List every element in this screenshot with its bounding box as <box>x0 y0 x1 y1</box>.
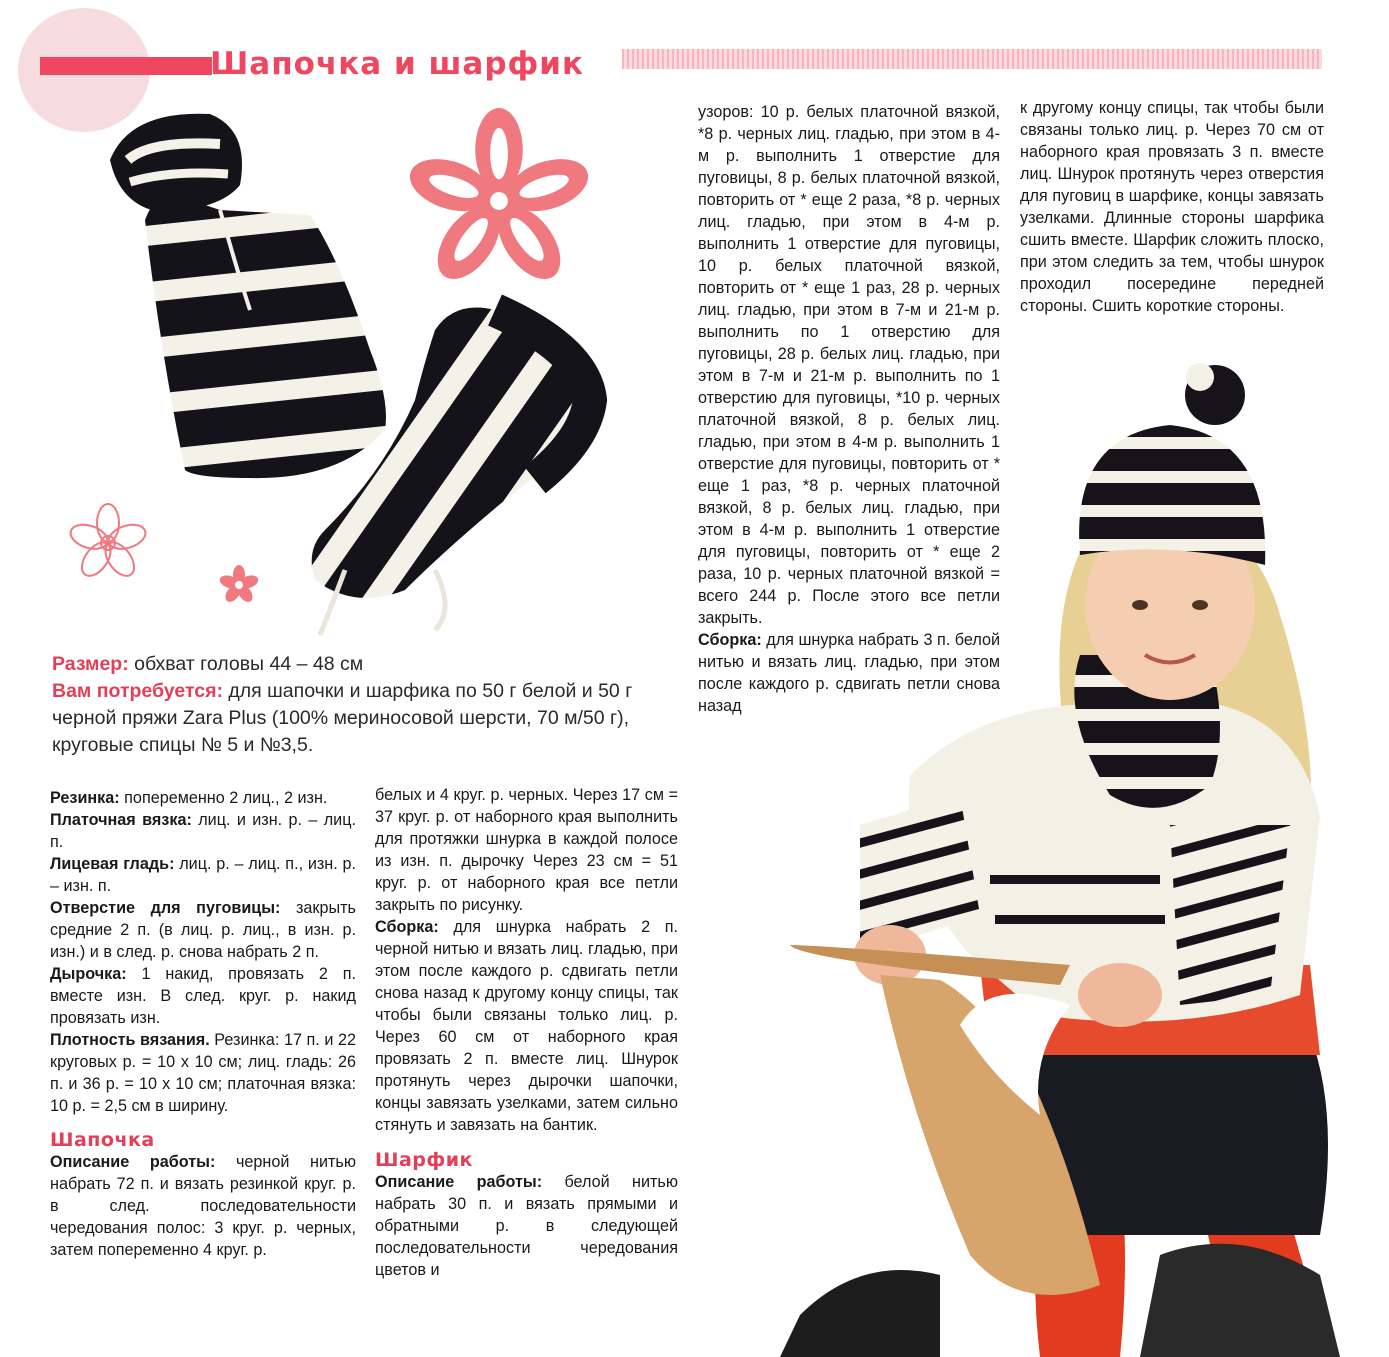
term-rib: Резинка: <box>50 789 120 807</box>
text-stockinette: лиц. р. – лиц. п., изн. р. – изн. п. <box>50 855 356 895</box>
column-2 <box>375 784 678 1281</box>
flower-small-icon <box>217 563 261 607</box>
page-title: Шапочка и шарфик <box>210 46 585 82</box>
text-scarf-pattern: узоров: 10 р. белых платочной вязкой, *8 р. черных лиц. гладью, при этом в 4-м р. выполнить 1 отверстие для пуговицы, 8 р. белых платочной вязкой, повторить от * еще 2 раза, *8 р. черных лиц. гладью, при этом в 4-м р. выполнить 1 отверстие для пуговицы, 10 р. белых платочной вязкой, повторить от * еще 1 раз, 28 р. черных лиц. гладью, при этом в 7-м и 21-м р. выполнить по 1 отверстию для пуговицы, 28 р. белых лиц. гладью, при этом в 7-м и 21-м р. выполнить по 1 отверстию для пуговицы, *10 р. черных платочной вязкой, 8 р. белых лиц. гладью, при этом в 4-м р. выполнить 1 отверстие для пуговицы, повторить от * еще 1 раз, *8 р. черных платочной вязкой, 8 р. белых лиц. гладью, при этом в 4-м р. выполнить 1 отверстие для пуговицы, повторить от * еще 2 раза, 10 р. черных платочной вязкой = всего 244 р. После этого все петли закрыть. <box>698 103 1000 627</box>
text-hat-continued: белых и 4 круг. р. черных. Через 17 см = 37 круг. р. от наборного края выполнить для протяжки шнурка в каждой полосе из изн. п. дырочку Через 23 см = 51 круг. р. от наборного края все петли закрыть по рисунку. <box>375 786 678 914</box>
text-rib: попеременно 2 лиц., 2 изн. <box>119 789 328 807</box>
term-stockinette: Лицевая гладь: <box>50 855 175 873</box>
term-scarf-work: Описание работы: <box>375 1173 543 1191</box>
materials-label: Вам потребуется: <box>52 680 223 702</box>
text-eyelet: 1 накид, провязать 2 п. вместе изн. В след. круг. р. накид провязать изн. <box>50 965 356 1027</box>
term-hat-work: Описание работы: <box>50 1153 216 1171</box>
term-buttonhole: Отверстие для пуговицы: <box>50 899 281 917</box>
column-1 <box>50 787 356 1261</box>
intro-block <box>52 651 652 759</box>
term-scarf-assembly: Сборка: <box>698 631 762 649</box>
term-hat-assembly: Сборка: <box>375 918 439 936</box>
text-garter: лиц. и изн. р. – лиц. п. <box>50 811 356 851</box>
text-buttonhole: закрыть средние 2 п. (в лиц. р. лиц., в изн. р. изн.) и в след. р. снова набрать 2 п. <box>50 899 356 961</box>
column-4 <box>1020 97 1324 317</box>
term-gauge: Плотность вязания. <box>50 1031 210 1049</box>
text-hat-assembly: для шнурка набрать 2 п. черной нитью и вязать лиц. гладью, при этом после каждого р. сдвигать петли снова назад к другому концу спицы, так чтобы были связаны только лиц. р. Через 60 см от наборного края провязать 2 п. вместе лиц. Шнурок протянуть через дырочки шапочки, концы завязать узелками, затем сильно стянуть и завязать на бантик. <box>375 918 678 1134</box>
text-hat-work: черной нитью набрать 72 п. и вязать резинкой круг. р. в след. последовательности чередования полос: 3 круг. р. черных, затем попеременно 4 круг. р. <box>50 1153 356 1259</box>
term-eyelet: Дырочка: <box>50 965 127 983</box>
size-label: Размер: <box>52 653 129 675</box>
header-band-left <box>40 57 212 75</box>
scarf-illustration <box>285 290 615 640</box>
size-text: обхват головы 44 – 48 см <box>128 653 364 675</box>
materials-text: для шапочки и шарфика по 50 г белой и 50 г черной пряжи Zara Plus (100% мериносовой шерсти, 70 м/50 г), круговые спицы № 5 и №3,5. <box>52 680 633 756</box>
term-garter: Платочная вязка: <box>50 811 192 829</box>
section-scarf: Шарфик <box>375 1149 473 1171</box>
size-line <box>52 651 652 678</box>
text-gauge: Резинка: 17 п. и 22 круговых р. = 10 х 10 см; лиц. гладь: 26 п. и 36 р. = 10 х 10 см; платочная вязка: 10 р. = 2,5 см в ширину. <box>50 1031 356 1115</box>
text-scarf-work: белой нитью набрать 30 п. и вязать прямыми и обратными р. в следующей последовательности чередования цветов и <box>375 1173 678 1279</box>
text-scarf-assembly: для шнурка набрать 3 п. белой нитью и вязать лиц. гладью, при этом после каждого р. сдвигать петли снова назад <box>698 631 1000 715</box>
materials-line <box>52 678 652 759</box>
text-scarf-finish: к другому концу спицы, так чтобы были связаны только лиц. р. Через 70 см от наборного края провязать 3 п. вместе лиц. Шнурок протянуть через отверстия для пуговиц в шарфике, концы завязать узелками. Длинные стороны шарфика сшить вместе. Шарфик сложить плоско, при этом следить за тем, чтобы шнурок проходил посередине передней стороны. Сшить короткие стороны. <box>1020 99 1324 315</box>
section-hat: Шапочка <box>50 1129 155 1151</box>
flower-outline-icon <box>64 503 152 583</box>
column-3 <box>698 101 1000 717</box>
header-band-right <box>622 49 1322 69</box>
flower-icon <box>410 108 588 294</box>
